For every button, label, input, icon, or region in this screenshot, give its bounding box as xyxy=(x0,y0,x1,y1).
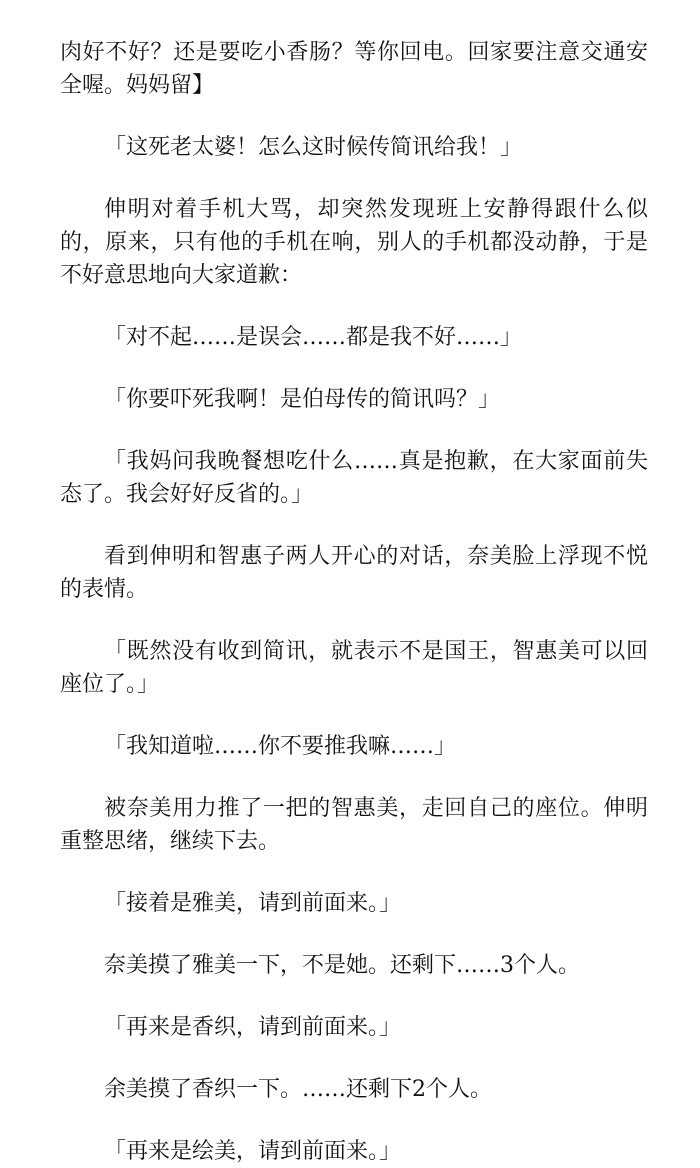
paragraph-1: 肉好不好？还是要吃小香肠？等你回电。回家要注意交通安全喔。妈妈留】 xyxy=(60,40,648,98)
paragraph-7: 看到伸明和智惠子两人开心的对话，奈美脸上浮现不悦的表情。 xyxy=(60,544,648,602)
paragraph-12: 奈美摸了雅美一下，不是她。还剩下……3个人。 xyxy=(104,953,580,978)
paragraph-3: 伸明对着手机大骂，却突然发现班上安静得跟什么似的，原来，只有他的手机在响，别人的手机都没动静，于是不好意思地向大家道歉： xyxy=(60,197,648,288)
paragraph-5: 「你要吓死我啊！是伯母传的简讯吗？」 xyxy=(104,387,501,412)
paragraph-15: 「再来是绘美，请到前面来。」 xyxy=(104,1139,402,1164)
paragraph-14: 余美摸了香织一下。……还剩下2个人。 xyxy=(104,1077,492,1102)
paragraph-6: 「我妈问我晚餐想吃什么……真是抱歉，在大家面前失态了。我会好好反省的。」 xyxy=(60,449,648,507)
paragraph-4: 「对不起……是误会……都是我不好……」 xyxy=(104,325,523,350)
paragraph-10: 被奈美用力推了一把的智惠美，走回自己的座位。伸明重整思绪，继续下去。 xyxy=(60,796,648,854)
paragraph-8: 「既然没有收到简讯，就表示不是国王，智惠美可以回座位了。」 xyxy=(60,639,648,697)
paragraph-13: 「再来是香织，请到前面来。」 xyxy=(104,1015,402,1040)
paragraph-11: 「接着是雅美，请到前面来。」 xyxy=(104,891,402,916)
paragraph-9: 「我知道啦……你不要推我嘛……」 xyxy=(104,734,457,759)
paragraph-2: 「这死老太婆！怎么这时候传简讯给我！」 xyxy=(104,135,523,160)
